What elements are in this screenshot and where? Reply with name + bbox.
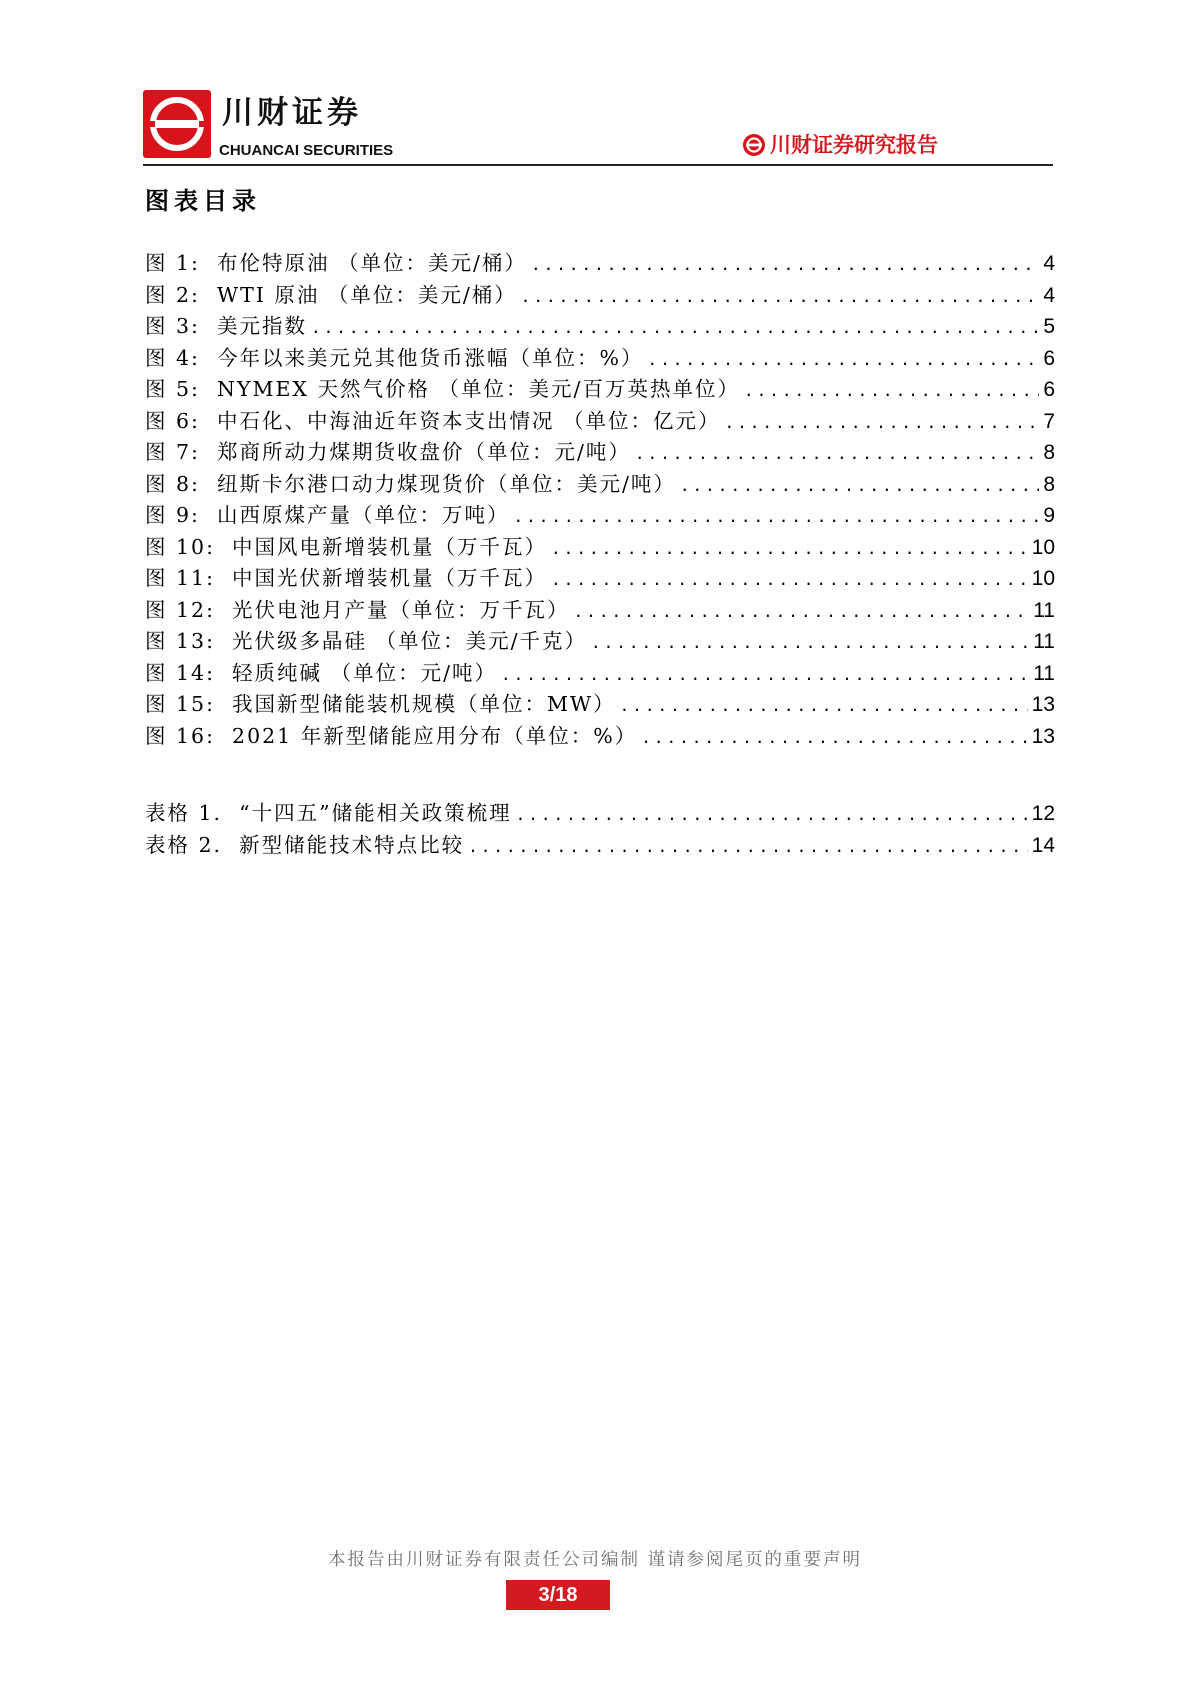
dot-leader — [514, 501, 1040, 533]
page-number: 10 — [1031, 535, 1055, 559]
page-number: 11 — [1033, 661, 1055, 685]
page-indicator: 3/18 — [506, 1580, 610, 1610]
figure-number: 图 8: — [145, 471, 217, 496]
dot-leader — [725, 407, 1040, 439]
mini-logo-icon — [742, 133, 766, 157]
figure-caption: 中国风电新增装机量（万千瓦） — [232, 534, 548, 559]
dot-leader — [744, 375, 1039, 407]
figure-caption: 我国新型储能装机规模（单位：MW） — [232, 692, 616, 716]
table-number: 表格 2. — [145, 832, 240, 857]
figure-number: 图 16: — [145, 723, 233, 748]
footer-disclaimer: 本报告由川财证券有限责任公司编制 谨请参阅尾页的重要声明 — [327, 1550, 863, 1570]
table-caption: 新型储能技术特点比较 — [239, 832, 465, 857]
company-name-en: CHUANCAI SECURITIES — [219, 142, 394, 159]
toc-entry-table-1[interactable] — [145, 798, 1055, 830]
dot-leader — [531, 249, 1039, 281]
dot-leader — [635, 438, 1039, 470]
report-label-block — [742, 133, 938, 157]
figure-number: 图 10: — [145, 534, 233, 559]
figure-caption: 轻质纯碱 （单位：元/吨） — [232, 660, 497, 685]
page-number: 4 — [1043, 252, 1055, 275]
table-number: 表格 1. — [145, 801, 240, 825]
table-toc-list — [145, 798, 1055, 861]
figure-number: 图 3: — [145, 314, 217, 338]
company-name-cn: 川财证券 — [222, 95, 362, 131]
toc-entry-figure-15[interactable] — [145, 689, 1055, 721]
figure-caption: 纽斯卡尔港口动力煤现货价（单位：美元/吨） — [217, 471, 676, 496]
toc-entry-table-2[interactable] — [145, 830, 1055, 862]
dot-leader — [680, 470, 1039, 502]
dot-leader — [501, 659, 1029, 691]
figure-caption: 布伦特原油 （单位：美元/桶） — [217, 251, 527, 275]
figure-number: 图 11: — [145, 566, 233, 590]
figure-number: 图 4: — [145, 345, 217, 370]
page-number: 11 — [1033, 630, 1055, 653]
page-number: 5 — [1043, 315, 1055, 338]
figure-number: 图 12: — [145, 597, 233, 622]
dot-leader — [620, 690, 1028, 722]
toc-entry-figure-2[interactable] — [145, 280, 1055, 312]
figure-number: 图 14: — [145, 660, 233, 685]
figure-number: 图 2: — [145, 282, 217, 307]
page-number: 8 — [1043, 441, 1055, 464]
figure-number: 图 7: — [145, 440, 217, 464]
figure-caption: 中国光伏新增装机量（万千瓦） — [232, 566, 548, 590]
figure-number: 图 6: — [145, 408, 217, 433]
toc-entry-figure-4[interactable] — [145, 343, 1055, 375]
dot-leader — [591, 627, 1029, 659]
toc-title: 图表目录 — [145, 187, 261, 215]
page-number: 10 — [1031, 567, 1055, 590]
report-label: 川财证券研究报告 — [770, 132, 938, 157]
page-number: 6 — [1043, 378, 1055, 401]
figure-caption: 山西原煤产量（单位：万吨） — [217, 503, 510, 527]
toc-entry-figure-1[interactable] — [145, 248, 1055, 280]
toc-entry-figure-7[interactable] — [145, 437, 1055, 469]
page-number: 7 — [1043, 409, 1055, 433]
page-number: 12 — [1031, 802, 1055, 825]
figure-caption: 中石化、中海油近年资本支出情况 （单位：亿元） — [217, 408, 721, 433]
figure-number: 图 13: — [145, 629, 233, 653]
toc-entry-figure-14[interactable] — [145, 658, 1055, 690]
page-number: 6 — [1043, 346, 1055, 370]
dot-leader — [551, 564, 1028, 596]
figure-caption: NYMEX 天然气价格 （单位：美元/百万英热单位） — [217, 377, 740, 401]
page-number: 4 — [1043, 283, 1055, 307]
figure-number: 图 1: — [145, 251, 217, 275]
figure-number: 图 5: — [145, 377, 217, 401]
figure-caption: 光伏级多晶硅 （单位：美元/千克） — [232, 629, 587, 653]
toc-entry-figure-13[interactable] — [145, 626, 1055, 658]
page-number: 9 — [1043, 504, 1055, 527]
toc-entry-figure-12[interactable] — [145, 595, 1055, 627]
header-divider — [143, 164, 1053, 166]
toc-entry-figure-11[interactable] — [145, 563, 1055, 595]
dot-leader — [521, 281, 1040, 313]
toc-entry-figure-10[interactable] — [145, 532, 1055, 564]
toc-entry-figure-5[interactable] — [145, 374, 1055, 406]
dot-leader — [516, 799, 1028, 831]
page-number: 13 — [1031, 693, 1055, 716]
figure-caption: WTI 原油 （单位：美元/桶） — [217, 282, 517, 307]
toc-entry-figure-8[interactable] — [145, 469, 1055, 501]
dot-leader — [551, 533, 1028, 565]
figure-toc-list — [145, 248, 1055, 752]
figure-number: 图 15: — [145, 692, 233, 716]
page-number: 14 — [1031, 833, 1055, 857]
page-number: 11 — [1033, 598, 1055, 622]
figure-caption: 光伏电池月产量（单位：万千瓦） — [232, 597, 570, 622]
figure-caption: 美元指数 — [217, 314, 307, 338]
dot-leader — [647, 344, 1039, 376]
toc-entry-figure-3[interactable] — [145, 311, 1055, 343]
page-number: 13 — [1031, 724, 1055, 748]
page-number: 8 — [1043, 472, 1055, 496]
toc-entry-figure-6[interactable] — [145, 406, 1055, 438]
dot-leader — [574, 596, 1030, 628]
toc-entry-figure-16[interactable] — [145, 721, 1055, 753]
figure-caption: 今年以来美元兑其他货币涨幅（单位：%） — [217, 345, 644, 370]
table-caption: “十四五”储能相关政策梳理 — [239, 801, 512, 825]
dot-leader — [641, 722, 1027, 754]
figure-caption: 2021 年新型储能应用分布（单位：%） — [232, 723, 638, 748]
figure-number: 图 9: — [145, 503, 217, 527]
dot-leader — [311, 312, 1039, 344]
company-logo-icon — [143, 90, 211, 158]
toc-entry-figure-9[interactable] — [145, 500, 1055, 532]
dot-leader — [468, 831, 1028, 863]
figure-caption: 郑商所动力煤期货收盘价（单位：元/吨） — [217, 440, 631, 464]
